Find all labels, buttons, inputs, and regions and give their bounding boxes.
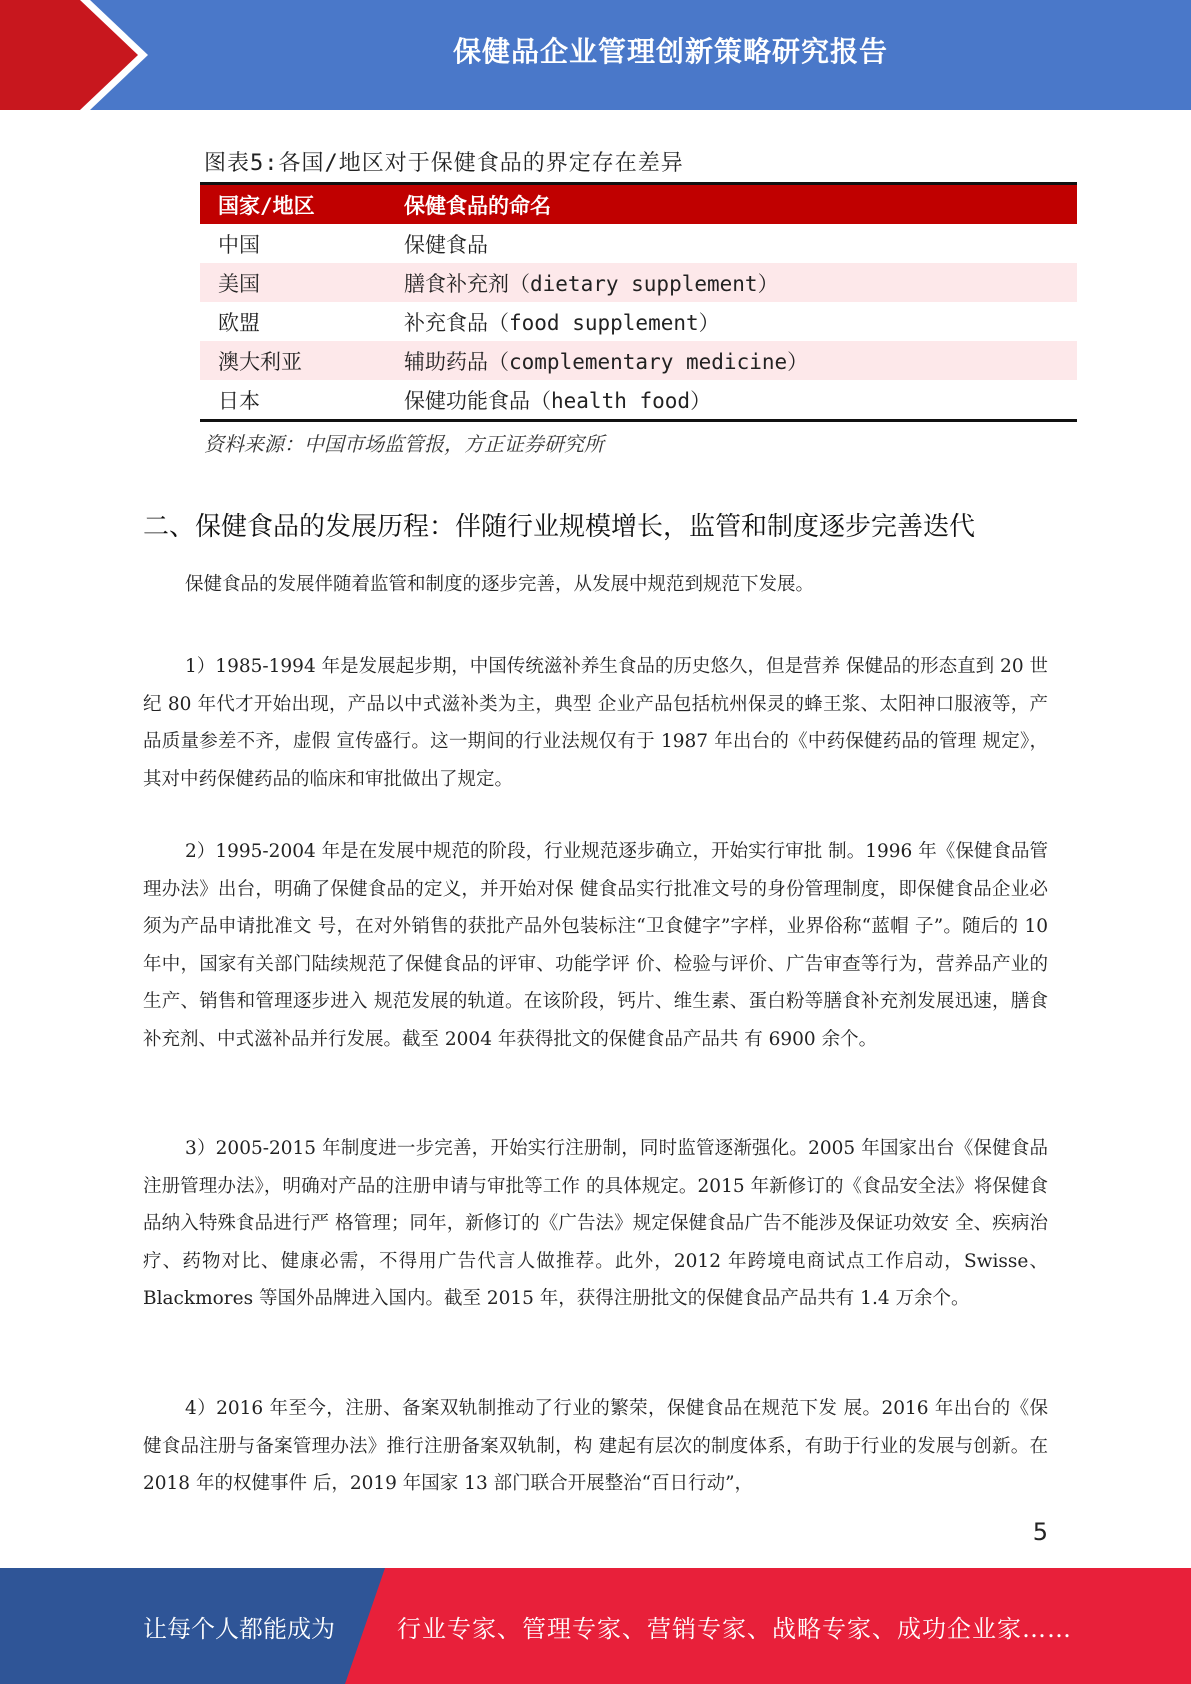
paragraph-period-1: 1）1985-1994 年是发展起步期，中国传统滋补养生食品的历史悠久，但是营养 保健品的形态直到 20 世纪 80 年代才开始出现，产品以中式滋补类为主，典型 企业产品包括杭州保灵的蜂王浆、太阳神口服液等，产品质量参差不齐，虚假 宣传盛行。这一期间的行业法规仅有于 1987 年出台的《中药保健药品的管理 规定》，其对中药保健药品的临床和审批做出了规定。 <box>143 656 1048 790</box>
table-header-row <box>200 184 1077 225</box>
report-title: 保健品企业管理创新策略研究报告 <box>452 35 888 68</box>
table-row <box>200 263 1077 302</box>
paragraph-period-4: 4）2016 年至今，注册、备案双轨制推动了行业的繁荣，保健食品在规范下发 展。2016 年出台的《保健食品注册与备案管理办法》推行注册备案双轨制，构 建起有层次的制度体系，有助于行业的发展与创新。在 2018 年的权健事件 后，2019 年国家 13 部门联合开展整治“百日行动”， <box>143 1398 1048 1494</box>
table-cell: 保健功能食品（health food） <box>386 380 1077 421</box>
paragraph-intro: 保健食品的发展伴随着监管和制度的逐步完善，从发展中规范到规范下发展。 <box>185 574 815 595</box>
table-cell: 欧盟 <box>218 310 260 335</box>
figure-caption: 图表5:各国/地区对于保健食品的界定存在差异 <box>204 151 684 176</box>
section-heading: 二、保健食品的发展历程：伴随行业规模增长，监管和制度逐步完善迭代 <box>143 512 976 542</box>
footer-slogan-left: 让每个人都能成为 <box>143 1614 335 1643</box>
table-cell: 中国 <box>218 232 260 257</box>
table-cell: 保健食品 <box>404 232 488 257</box>
paragraph-period-2: 2）1995-2004 年是在发展中规范的阶段，行业规范逐步确立，开始实行审批 制。1996 年《保健食品管理办法》出台，明确了保健食品的定义，并开始对保 健食品实行批准文号的身份管理制度，即保健食品企业必须为产品申请批准文 号，在对外销售的获批产品外包装标注“卫食健字”字样，业界俗称“蓝帽 子”。随后的 10 年中，国家有关部门陆续规范了保健食品的评审、功能学评 价、检验与评价、广告审查等行为，营养品产业的生产、销售和管理逐步进入 规范发展的轨道。在该阶段，钙片、维生素、蛋白粉等膳食补充剂发展迅速，膳食补充剂、中式滋补品并行发展。截至 2004 年获得批文的保健食品产品共 有 6900 余个。 <box>143 841 1048 1050</box>
table-cell: 美国 <box>218 271 260 296</box>
table-cell: 日本 <box>200 380 386 421</box>
table-row <box>200 302 1077 341</box>
page-footer <box>0 1568 1191 1684</box>
page-number: 5 <box>1032 1518 1048 1546</box>
header-red-arrow <box>0 0 160 110</box>
table-row <box>200 380 1077 421</box>
page-header <box>0 0 1191 110</box>
definition-table <box>200 182 1077 422</box>
table-row <box>200 224 1077 263</box>
table-header-cell: 国家/地区 <box>218 193 315 218</box>
table-cell: 辅助药品（complementary medicine） <box>404 349 809 374</box>
table-row <box>200 341 1077 380</box>
paragraph-period-3: 3）2005-2015 年制度进一步完善，开始实行注册制，同时监管逐渐强化。2005 年国家出台《保健食品注册管理办法》，明确对产品的注册申请与审批等工作 的具体规定。2015 年新修订的《食品安全法》将保健食品纳入特殊食品进行严 格管理；同年，新修订的《广告法》规定保健食品广告不能涉及保证功效安 全、疾病治疗、药物对比、健康必需，不得用广告代言人做推荐。此外，2012 年跨境电商试点工作启动，Swisse、Blackmores 等国外品牌进入国内。截至 2015 年，获得注册批文的保健食品产品共有 1.4 万余个。 <box>143 1138 1048 1309</box>
footer-slogan-right: 行业专家、管理专家、营销专家、战略专家、成功企业家…… <box>397 1614 1072 1643</box>
table-header-cell: 保健食品的命名 <box>404 193 551 218</box>
table-cell: 膳食补充剂（dietary supplement） <box>404 271 779 296</box>
table-cell: 补充食品（food supplement） <box>404 310 720 335</box>
table-source-note: 资料来源：中国市场监管报，方正证券研究所 <box>204 432 604 456</box>
table-cell: 澳大利亚 <box>218 349 302 374</box>
